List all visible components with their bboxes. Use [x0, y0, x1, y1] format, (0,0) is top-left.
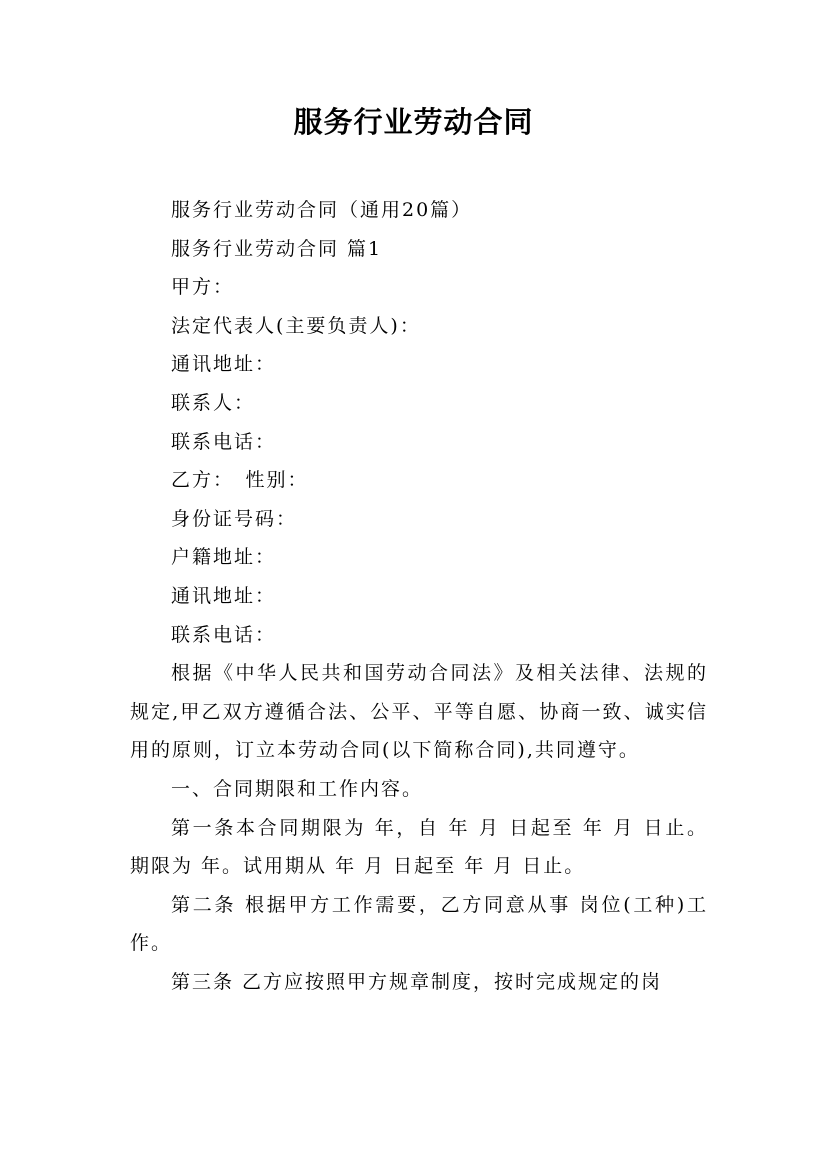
paragraph-legal-representative: 法定代表人(主要负责人)：	[171, 314, 421, 337]
paragraph-party-a: 甲方：	[171, 276, 235, 299]
paragraph-preamble: 根据《中华人民共和国劳动合同法》及相关法律、法规的规定,甲乙双方遵循合法、公平、平等自愿、协商一致、诚实信用的原则，订立本劳动合同(以下简称合同),共同遵守。	[130, 662, 708, 762]
paragraph-party-b-address: 通讯地址：	[171, 584, 277, 607]
paragraph-article-three: 第三条 乙方应按照甲方规章制度，按时完成规定的岗	[171, 970, 663, 993]
paragraph-party-b-phone: 联系电话：	[171, 623, 277, 646]
paragraph-article-two: 第二条 根据甲方工作需要，乙方同意从事 岗位(工种)工作。	[130, 893, 708, 955]
paragraph-subtitle: 服务行业劳动合同（通用20篇）	[171, 199, 473, 221]
paragraph-party-a-phone: 联系电话：	[171, 430, 277, 453]
paragraph-party-a-address: 通讯地址：	[171, 353, 277, 376]
paragraph-id-number: 身份证号码：	[171, 507, 298, 530]
paragraph-chapter-one: 一、合同期限和工作内容。	[171, 777, 424, 800]
paragraph-section-heading: 服务行业劳动合同 篇1	[171, 237, 383, 260]
document-body	[130, 191, 708, 1001]
paragraph-article-one: 第一条本合同期限为 年，自 年 月 日起至 年 月 日止。期限为 年。试用期从 年 月 日起至 年 月 日止。	[130, 816, 708, 878]
paragraph-contact-person: 联系人：	[171, 391, 256, 414]
paragraph-party-b: 乙方： 性别：	[171, 469, 309, 492]
paragraph-household-address: 户籍地址：	[171, 546, 277, 569]
document-title: 服务行业劳动合同	[293, 105, 534, 139]
